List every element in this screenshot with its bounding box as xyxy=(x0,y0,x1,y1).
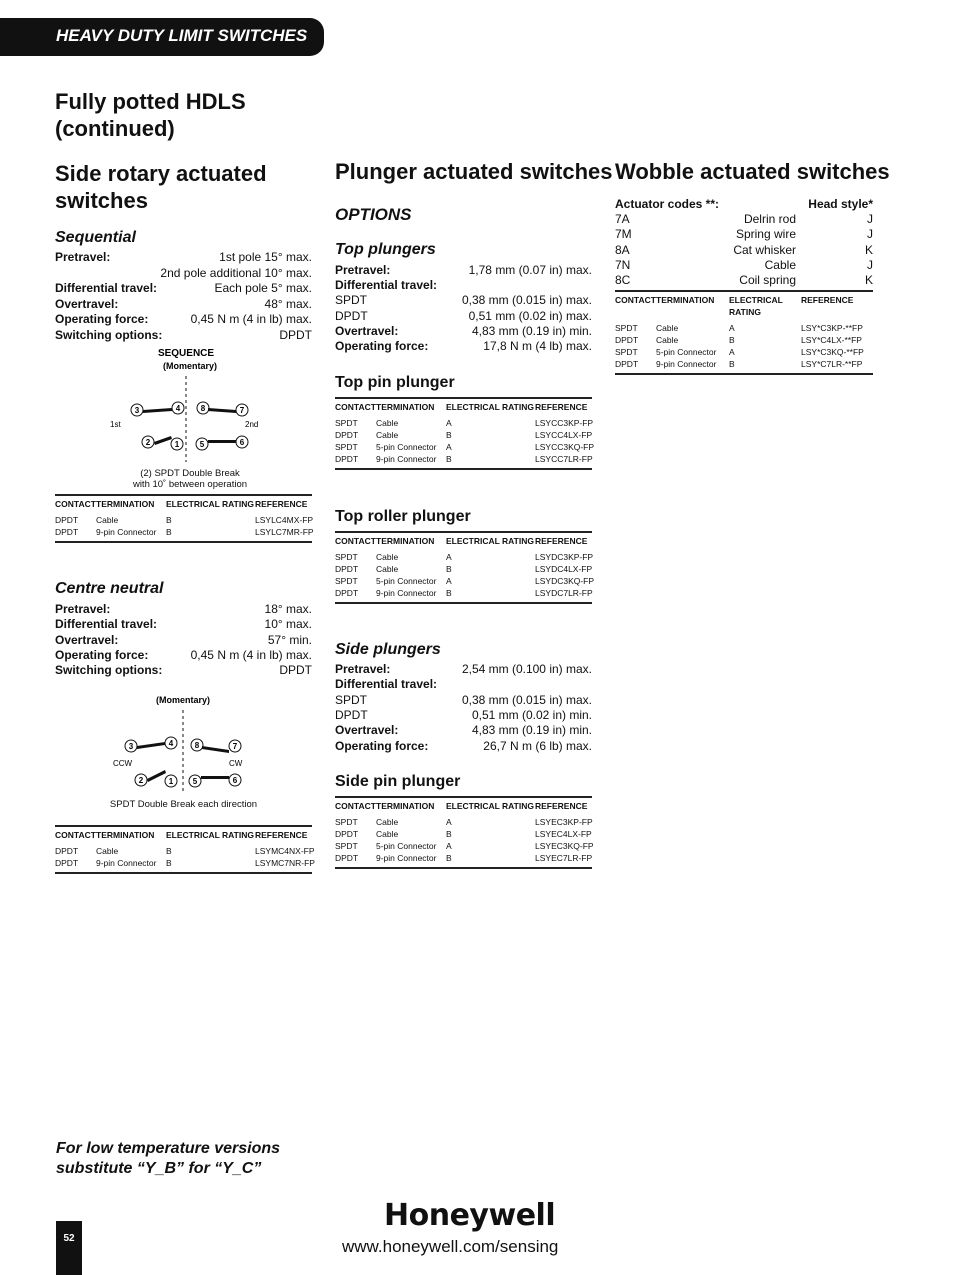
centre-neutral-heading: Centre neutral xyxy=(55,580,164,597)
centre-neutral-table-cell: Cable xyxy=(96,846,119,856)
top-plungers-spec-value: 1,78 mm (0.07 in) max. xyxy=(468,263,592,277)
side-plungers-spec-row xyxy=(335,662,592,677)
top-pin-table-cell: DPDT xyxy=(335,454,359,464)
side-pin-table-cell: 5-pin Connector xyxy=(376,841,437,851)
wobble-table-header: ELECTRICAL xyxy=(729,295,783,305)
sequence-contact-bar-lower-right xyxy=(208,440,236,443)
side-pin-table-cell: Cable xyxy=(376,817,399,827)
side-plungers-spec-row xyxy=(335,739,592,754)
wobble-table-cell: SPDT xyxy=(615,347,638,357)
wobble-table-cell: Cable xyxy=(656,323,679,333)
sequence-caption-line-1: (2) SPDT Double Break xyxy=(140,468,240,479)
sequential-spec-value: Each pole 5° max. xyxy=(214,281,312,295)
top-plungers-spec-row xyxy=(335,309,592,324)
top-pin-table-cell: 9-pin Connector xyxy=(376,454,437,464)
side-rotary-title-line-1: Side rotary actuated xyxy=(55,161,267,186)
side-plungers-spec-value: 26,7 N m (6 lb) max. xyxy=(483,738,592,753)
top-plungers-spec-label: Differential travel: xyxy=(335,278,438,293)
top-roller-table-header: REFERENCE xyxy=(535,536,588,546)
side-plungers-spec-label: SPDT xyxy=(335,692,368,707)
side-pin-table-cell: DPDT xyxy=(335,829,359,839)
sequential-spec-value: 48° max. xyxy=(264,296,312,311)
top-pin-table-cell: B xyxy=(446,454,452,464)
actuator-code: 8C xyxy=(615,273,631,288)
cn-num-4: 4 xyxy=(168,739,174,748)
sequence-contact-bar-lower-left xyxy=(154,436,172,445)
side-pin-table-cell: SPDT xyxy=(335,841,358,851)
cn-right-label: CW xyxy=(229,759,243,768)
top-roller-table-grid xyxy=(335,531,595,604)
sequential-spec-label: Operating force: xyxy=(55,312,149,326)
actuator-name: Spring wire xyxy=(735,227,796,242)
sequential-spec-label: Overtravel: xyxy=(55,296,119,311)
top-roller-table-cell: LSYDC3KP-FP xyxy=(535,552,594,562)
sequential-table-header: REFERENCE xyxy=(255,499,308,509)
top-plungers-spec-label: DPDT xyxy=(335,308,368,323)
sequential-spec-row xyxy=(55,312,312,327)
centre-neutral-spec-value: DPDT xyxy=(279,663,312,678)
sequential-table-header: TERMINATION xyxy=(96,499,155,509)
sequence-left-label: 1st xyxy=(110,420,121,429)
wobble-table-cell: Cable xyxy=(656,335,679,345)
wobble-table-cell: LSY*C3KQ-**FP xyxy=(801,347,864,357)
side-pin-table-header: ELECTRICAL RATING xyxy=(446,801,534,811)
side-pin-table-header: REFERENCE xyxy=(535,801,588,811)
sequential-table-cell: 9-pin Connector xyxy=(96,527,157,537)
plunger-title: Plunger actuated switches xyxy=(335,159,613,184)
sequential-spec-row xyxy=(55,250,312,265)
page-title xyxy=(55,88,246,142)
cn-contact-bar-lower-right xyxy=(201,776,229,779)
top-roller-table-top-rule xyxy=(335,531,592,533)
wobble-table-cell: LSY*C3KP-**FP xyxy=(801,323,863,333)
seq-num-4: 4 xyxy=(175,404,181,413)
top-roller-table-cell: B xyxy=(446,588,452,598)
wobble-table-header: TERMINATION xyxy=(656,295,715,305)
actuator-code: 7A xyxy=(615,212,630,226)
sequential-table-cell: LSYLC4MX-FP xyxy=(255,515,314,525)
wobble-table-cell: SPDT xyxy=(615,323,638,333)
top-pin-table-header: CONTACT xyxy=(335,402,376,412)
wobble-table-cell: DPDT xyxy=(615,359,639,369)
actuator-name: Cat whisker xyxy=(733,242,796,257)
side-rotary-title xyxy=(55,160,267,214)
centre-neutral-table-top-rule xyxy=(55,825,312,827)
centre-neutral-spec-row xyxy=(55,617,312,632)
centre-neutral-table-bottom-rule xyxy=(55,872,312,874)
top-pin-table-header: REFERENCE xyxy=(535,402,588,412)
side-pin-table-header: CONTACT xyxy=(335,801,376,811)
actuator-code-row xyxy=(615,243,873,258)
top-roller-table-cell: DPDT xyxy=(335,564,359,574)
top-plungers-spec-row xyxy=(335,339,592,354)
head-style: K xyxy=(864,273,873,288)
top-pin-heading: Top pin plunger xyxy=(335,374,455,391)
sequential-table-cell: DPDT xyxy=(55,527,79,537)
seq-num-2: 2 xyxy=(145,438,151,447)
wobble-table-header-extra: RATING xyxy=(729,307,761,317)
top-roller-table-cell: LSYDC7LR-FP xyxy=(535,588,593,598)
cn-num-3: 3 xyxy=(128,742,134,751)
side-pin-table-cell: Cable xyxy=(376,829,399,839)
seq-num-7: 7 xyxy=(239,406,245,415)
top-roller-table-cell: LSYDC4LX-FP xyxy=(535,564,593,574)
centre-neutral-table-cell: LSYMC4NX-FP xyxy=(255,846,315,856)
top-pin-table-cell: SPDT xyxy=(335,442,358,452)
side-plungers-spec-row xyxy=(335,708,592,723)
top-pin-table-grid xyxy=(335,397,595,470)
actuator-code-row xyxy=(615,212,873,227)
website-link[interactable]: www.honeywell.com/sensing xyxy=(342,1237,559,1256)
top-plungers-spec-label: Operating force: xyxy=(335,339,429,353)
seq-num-3: 3 xyxy=(134,406,140,415)
top-pin-table-cell: A xyxy=(446,418,452,428)
wobble-table-bottom-rule xyxy=(615,373,873,375)
centre-neutral-spec-value: 18° max. xyxy=(264,602,312,616)
sequential-table-header: ELECTRICAL RATING xyxy=(166,499,254,509)
side-pin-table-cell: DPDT xyxy=(335,853,359,863)
side-plungers-spec-row xyxy=(335,723,592,738)
centre-neutral-table-cell: DPDT xyxy=(55,858,79,868)
head-style-label: Head style* xyxy=(808,197,873,211)
centre-neutral-spec-label: Overtravel: xyxy=(55,632,119,647)
page-number-box xyxy=(56,1221,82,1275)
side-plungers-spec-label: DPDT xyxy=(335,707,368,722)
top-roller-table-cell: Cable xyxy=(376,552,399,562)
top-plungers-spec-row xyxy=(335,263,592,278)
centre-neutral-spec-row xyxy=(55,648,312,663)
sequential-heading: Sequential xyxy=(55,229,136,246)
top-roller-table-header: CONTACT xyxy=(335,536,376,546)
wobble-table-cell: 5-pin Connector xyxy=(656,347,717,357)
top-roller-heading: Top roller plunger xyxy=(335,508,471,525)
centre-neutral-spec-label: Operating force: xyxy=(55,647,149,662)
centre-neutral-spec-value: 57° min. xyxy=(267,632,312,647)
wobble-table-grid xyxy=(615,290,873,375)
centre-neutral-caption: SPDT Double Break each direction xyxy=(109,799,258,810)
wobble-table-cell: B xyxy=(729,359,735,369)
wobble-table-top-rule xyxy=(615,290,873,292)
seq-num-6: 6 xyxy=(239,438,245,447)
top-plungers-spec-row xyxy=(335,324,592,339)
centre-neutral-table-cell: DPDT xyxy=(55,846,79,856)
top-pin-table-cell: Cable xyxy=(376,430,399,440)
sequential-table-cell: Cable xyxy=(96,515,119,525)
side-plungers-spec-label: Differential travel: xyxy=(335,677,438,692)
sequential-spec-label: Pretravel: xyxy=(55,250,111,264)
sequential-spec-row xyxy=(55,297,312,312)
sequential-spec-row xyxy=(55,328,312,343)
wobble-table-cell: A xyxy=(729,347,735,357)
sequential-spec-row xyxy=(55,266,312,281)
side-pin-table-cell: 9-pin Connector xyxy=(376,853,437,863)
head-style: K xyxy=(864,242,873,257)
centre-neutral-spec-row xyxy=(55,602,312,617)
sequential-spec-label: Switching options: xyxy=(55,327,163,342)
side-pin-table-cell: B xyxy=(446,829,452,839)
sequential-table-header: CONTACT xyxy=(55,499,96,509)
seq-num-5: 5 xyxy=(199,440,205,449)
centre-neutral-table-header: ELECTRICAL RATING xyxy=(166,830,254,840)
sequential-table-cell: DPDT xyxy=(55,515,79,525)
side-plungers-spec-row xyxy=(335,677,592,692)
centre-neutral-spec-label: Switching options: xyxy=(55,663,163,678)
top-pin-table-header: TERMINATION xyxy=(376,402,435,412)
top-pin-table-cell: Cable xyxy=(376,418,399,428)
side-pin-table-header: TERMINATION xyxy=(376,801,435,811)
side-plungers-spec-label: Operating force: xyxy=(335,738,429,753)
sequence-contact-bar-upper-left xyxy=(143,408,172,413)
centre-neutral-spec-label: Differential travel: xyxy=(55,617,158,632)
top-roller-table-cell: SPDT xyxy=(335,552,358,562)
wobble-table-cell: B xyxy=(729,335,735,345)
sequential-spec-value: DPDT xyxy=(279,327,312,342)
sequence-diagram-subtitle: (Momentary) xyxy=(162,361,218,371)
top-pin-table-cell: LSYCC7LR-FP xyxy=(535,454,593,464)
sequential-table-cell: B xyxy=(166,527,172,537)
cn-num-1: 1 xyxy=(168,777,174,786)
actuator-code: 7M xyxy=(615,227,632,242)
sequential-table-cell: LSYLC7MR-FP xyxy=(255,527,314,537)
cn-contact-bar-lower-left xyxy=(147,770,166,782)
top-plungers-spec-label: SPDT xyxy=(335,293,368,308)
centre-neutral-spec-label: Pretravel: xyxy=(55,602,111,616)
side-rotary-title-line-2: switches xyxy=(55,188,148,213)
centre-neutral-spec-value: 10° max. xyxy=(264,617,312,632)
cn-contact-bar-upper-right xyxy=(202,746,229,753)
wobble-table-header: REFERENCE xyxy=(801,295,854,305)
actuator-code-row xyxy=(615,258,873,273)
section-banner xyxy=(0,18,324,56)
centre-neutral-spec-value: 0,45 N m (4 in lb) max. xyxy=(190,647,312,662)
side-pin-table-grid xyxy=(335,796,592,869)
top-plungers-spec-row xyxy=(335,278,592,293)
low-temp-note-line-2: substitute “Y_B” for “Y_C” xyxy=(56,1160,262,1177)
banner-title: HEAVY DUTY LIMIT SWITCHES xyxy=(56,26,308,45)
top-pin-table-cell: SPDT xyxy=(335,418,358,428)
top-pin-table-bottom-rule xyxy=(335,468,592,470)
top-roller-table-header: ELECTRICAL RATING xyxy=(446,536,534,546)
centre-neutral-table-grid xyxy=(55,825,315,874)
sequential-spec-value: 1st pole 15° max. xyxy=(219,250,312,264)
side-pin-table-cell: LSYEC3KQ-FP xyxy=(535,841,594,851)
actuator-code: 7N xyxy=(615,257,631,272)
actuator-name: Coil spring xyxy=(739,273,796,288)
cn-left-label: CCW xyxy=(113,759,133,768)
centre-neutral-table-cell: B xyxy=(166,846,172,856)
sequential-table-bottom-rule xyxy=(55,541,312,543)
side-pin-table-cell: B xyxy=(446,853,452,863)
sequential-spec-value: 2nd pole additional 10° max. xyxy=(160,265,312,280)
honeywell-logo: Honeywell xyxy=(384,1198,556,1233)
top-roller-table-cell: A xyxy=(446,576,452,586)
cn-contact-bar-upper-left xyxy=(137,742,165,749)
side-pin-table-cell: LSYEC7LR-FP xyxy=(535,853,593,863)
centre-neutral-table-cell: B xyxy=(166,858,172,868)
sequence-right-label: 2nd xyxy=(245,420,259,429)
centre-neutral-spec-row xyxy=(55,663,312,678)
actuator-codes-label: Actuator codes **: xyxy=(615,197,720,211)
actuator-code: 8A xyxy=(615,242,630,257)
wobble-table-cell: A xyxy=(729,323,735,333)
head-style: J xyxy=(867,257,873,272)
top-roller-table-cell: DPDT xyxy=(335,588,359,598)
wobble-table-cell: 9-pin Connector xyxy=(656,359,717,369)
cn-num-7: 7 xyxy=(232,742,238,751)
top-plungers-spec-row xyxy=(335,293,592,308)
centre-neutral-table-cell: LSYMC7NR-FP xyxy=(255,858,315,868)
top-roller-table-cell: A xyxy=(446,552,452,562)
centre-neutral-table-header: CONTACT xyxy=(55,830,96,840)
options-heading: OPTIONS xyxy=(335,205,412,224)
sequential-spec-row xyxy=(55,281,312,296)
sequential-table-cell: B xyxy=(166,515,172,525)
wobble-table-cell: LSY*C7LR-**FP xyxy=(801,359,863,369)
top-plungers-spec-value: 17,8 N m (4 lb) max. xyxy=(483,339,592,353)
side-pin-table-cell: LSYEC4LX-FP xyxy=(535,829,592,839)
side-pin-table-top-rule xyxy=(335,796,592,798)
head-style: J xyxy=(867,227,873,242)
top-plungers-heading: Top plungers xyxy=(335,241,436,258)
wobble-table-cell: LSY*C4LX-**FP xyxy=(801,335,862,345)
top-roller-table-bottom-rule xyxy=(335,602,592,604)
cn-num-2: 2 xyxy=(138,776,144,785)
sequential-table-top-rule xyxy=(55,494,312,496)
top-plungers-spec-label: Overtravel: xyxy=(335,323,399,338)
top-plungers-spec-label: Pretravel: xyxy=(335,263,391,277)
centre-neutral-table-header: TERMINATION xyxy=(96,830,155,840)
top-pin-table-cell: 5-pin Connector xyxy=(376,442,437,452)
centre-neutral-spec-row xyxy=(55,633,312,648)
wobble-title: Wobble actuated switches xyxy=(615,159,890,184)
top-roller-table-header: TERMINATION xyxy=(376,536,435,546)
top-pin-table-cell: DPDT xyxy=(335,430,359,440)
side-plungers-spec-value: 4,83 mm (0.19 in) min. xyxy=(471,723,592,738)
centre-neutral-table-header: REFERENCE xyxy=(255,830,308,840)
top-plungers-spec-value: 0,38 mm (0.015 in) max. xyxy=(461,293,592,308)
sequence-caption xyxy=(100,468,280,490)
actuator-code-row xyxy=(615,273,873,288)
side-plungers-spec-label: Overtravel: xyxy=(335,723,399,738)
side-pin-table-cell: LSYEC3KP-FP xyxy=(535,817,593,827)
top-roller-table-cell: SPDT xyxy=(335,576,358,586)
top-roller-table-cell: Cable xyxy=(376,564,399,574)
low-temp-note-line-1: For low temperature versions xyxy=(56,1140,281,1157)
actuator-codes-header xyxy=(615,197,873,212)
cn-num-5: 5 xyxy=(192,777,198,786)
wobble-table-cell: DPDT xyxy=(615,335,639,345)
top-roller-table-cell: B xyxy=(446,564,452,574)
wobble-table-header: CONTACT xyxy=(615,295,656,305)
sequential-spec-label: Differential travel: xyxy=(55,281,158,295)
top-pin-table-top-rule xyxy=(335,397,592,399)
top-pin-table-cell: A xyxy=(446,442,452,452)
top-pin-table-header: ELECTRICAL RATING xyxy=(446,402,534,412)
sequence-diagram-title: SEQUENCE xyxy=(157,348,215,359)
actuator-code-row xyxy=(615,227,873,242)
seq-num-1: 1 xyxy=(174,440,180,449)
side-plungers-spec-value: 2,54 mm (0.100 in) max. xyxy=(461,662,592,676)
sequence-contact-bar-upper-right xyxy=(208,408,236,413)
centre-neutral-diagram-subtitle: (Momentary) xyxy=(155,695,211,705)
centre-neutral-diagram xyxy=(105,690,275,800)
top-roller-table-cell: LSYDC3KQ-FP xyxy=(535,576,595,586)
top-pin-table-cell: B xyxy=(446,430,452,440)
side-pin-heading: Side pin plunger xyxy=(335,773,461,790)
top-pin-table-cell: LSYCC4LX-FP xyxy=(535,430,593,440)
sequence-caption-line-2: with 10˚ between operation xyxy=(132,479,248,490)
cn-num-6: 6 xyxy=(232,776,238,785)
page-title-line-2: (continued) xyxy=(55,116,175,141)
seq-num-8: 8 xyxy=(200,404,206,413)
side-pin-table-cell: A xyxy=(446,817,452,827)
actuator-name: Delrin rod xyxy=(743,212,796,226)
side-plungers-spec-row xyxy=(335,693,592,708)
top-pin-table-cell: LSYCC3KP-FP xyxy=(535,418,594,428)
side-pin-table-cell: SPDT xyxy=(335,817,358,827)
cn-num-8: 8 xyxy=(194,741,200,750)
page-number: 52 xyxy=(63,1233,75,1244)
head-style: J xyxy=(867,212,873,226)
side-plungers-spec-value: 0,51 mm (0.02 in) min. xyxy=(471,707,592,722)
actuator-name: Cable xyxy=(764,257,796,272)
side-plungers-heading: Side plungers xyxy=(335,641,441,658)
low-temp-note xyxy=(56,1139,280,1179)
side-plungers-spec-label: Pretravel: xyxy=(335,662,391,676)
centre-neutral-table-cell: 9-pin Connector xyxy=(96,858,157,868)
side-pin-table-cell: A xyxy=(446,841,452,851)
top-pin-table-cell: LSYCC3KQ-FP xyxy=(535,442,595,452)
top-plungers-spec-value: 0,51 mm (0.02 in) max. xyxy=(468,308,592,323)
top-roller-table-cell: 5-pin Connector xyxy=(376,576,437,586)
top-plungers-spec-value: 4,83 mm (0.19 in) min. xyxy=(471,323,592,338)
side-plungers-spec-value: 0,38 mm (0.015 in) max. xyxy=(461,692,592,707)
side-pin-table-bottom-rule xyxy=(335,867,592,869)
sequential-table-grid xyxy=(55,494,312,543)
top-roller-table-cell: 9-pin Connector xyxy=(376,588,437,598)
sequential-spec-value: 0,45 N m (4 in lb) max. xyxy=(190,312,312,326)
page-title-line-1: Fully potted HDLS xyxy=(55,89,246,114)
